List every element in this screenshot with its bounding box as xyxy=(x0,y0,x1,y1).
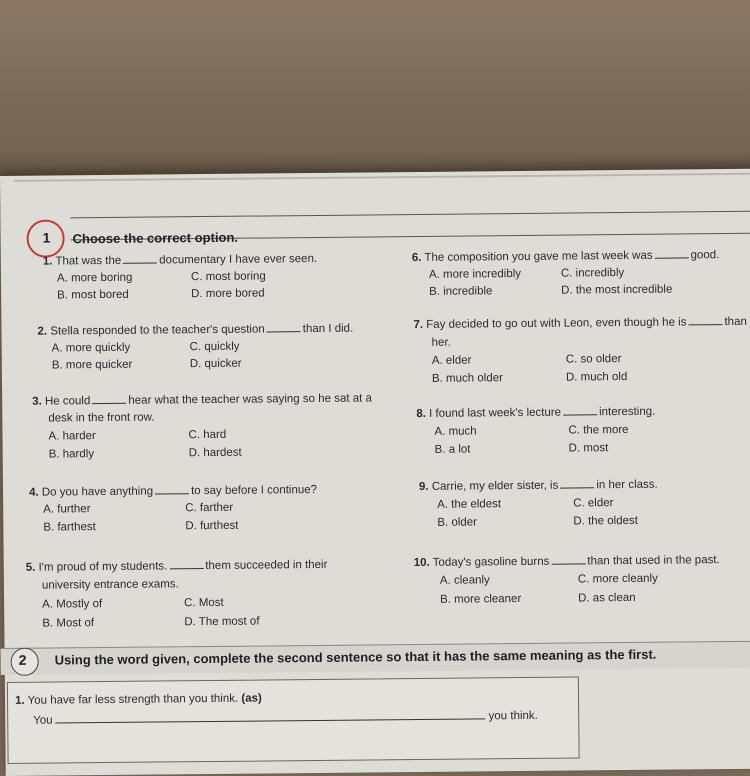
option[interactable]: A. more boring xyxy=(56,271,133,285)
option[interactable]: D. as clean xyxy=(578,591,636,605)
section-2-number: 2 xyxy=(18,651,27,668)
option[interactable]: A. more incredibly xyxy=(428,268,522,281)
page-edge xyxy=(14,173,750,182)
option[interactable]: B. more quicker xyxy=(51,358,133,372)
option[interactable]: D. much old xyxy=(565,370,628,384)
option[interactable]: C. quickly xyxy=(189,340,240,354)
option[interactable]: D. hardest xyxy=(188,446,242,460)
option[interactable]: B. most bored xyxy=(57,288,129,302)
option[interactable]: A. more quickly xyxy=(51,341,131,355)
option[interactable]: C. hard xyxy=(188,428,227,442)
option[interactable]: D. quicker xyxy=(189,357,242,371)
question-5-line-2: university entrance exams. xyxy=(41,578,179,592)
question-5: 5. I'm proud of my students. them succeeded in their xyxy=(25,558,328,574)
question-7: 7. Fay decided to go out with Leon, even though he is than xyxy=(413,315,747,332)
option[interactable]: A. elder xyxy=(431,354,472,367)
option[interactable]: C. farther xyxy=(185,501,234,515)
option[interactable]: C. elder xyxy=(573,497,614,510)
question-10: 10. Today's gasoline burns than that used in the past. xyxy=(413,554,720,570)
option[interactable]: C. Most xyxy=(184,596,224,610)
question-6: 6. The composition you gave me last week was good. xyxy=(411,249,720,265)
option[interactable]: D. The most of xyxy=(184,615,260,629)
section-1-number: 1 xyxy=(42,229,51,246)
option[interactable]: B. incredible xyxy=(429,285,493,298)
option[interactable]: C. the more xyxy=(568,423,629,437)
question-2: 2. Stella responded to the teacher's question than I did. xyxy=(37,322,354,338)
option[interactable]: D. most xyxy=(568,442,609,455)
option[interactable]: C. so older xyxy=(565,353,622,366)
option[interactable]: A. harder xyxy=(48,430,96,443)
option[interactable]: B. Most of xyxy=(42,617,95,630)
option[interactable]: B. hardly xyxy=(48,448,95,461)
option[interactable]: B. older xyxy=(437,516,478,529)
exercise-2-item-1: 1. You have far less strength than you think. (as) xyxy=(14,692,262,707)
option[interactable]: A. Mostly of xyxy=(42,598,103,611)
option[interactable]: B. more cleaner xyxy=(440,593,522,606)
option[interactable]: D. the oldest xyxy=(573,514,638,528)
option[interactable]: B. much older xyxy=(431,372,503,385)
header-top-rule xyxy=(70,211,750,219)
section-1-title: Choose the correct option. xyxy=(72,229,239,247)
option[interactable]: B. a lot xyxy=(434,443,471,456)
option[interactable]: C. most boring xyxy=(190,270,266,284)
option[interactable]: C. more cleanly xyxy=(577,572,658,586)
option[interactable]: B. farthest xyxy=(43,521,96,534)
exercise-2-item-1-answer[interactable]: You you think. xyxy=(33,709,538,727)
option[interactable]: A. much xyxy=(434,425,477,438)
question-3-line-2: desk in the front row. xyxy=(48,411,155,425)
question-3: 3. He could hear what the teacher was saying so he sat at a xyxy=(32,392,372,408)
option[interactable]: A. further xyxy=(43,503,91,516)
section-2-title: Using the word given, complete the second sentence so that it has the same meaning as the first. xyxy=(54,646,657,668)
option[interactable]: D. more bored xyxy=(191,287,265,301)
option[interactable]: A. cleanly xyxy=(439,574,490,587)
question-4: 4. Do you have anything to say before I continue? xyxy=(28,483,318,499)
question-8: 8. I found last week's lecture interesting. xyxy=(416,405,656,421)
option[interactable]: D. the most incredible xyxy=(561,283,673,297)
question-9: 9. Carrie, my elder sister, is in her class. xyxy=(418,478,658,493)
worksheet-page xyxy=(0,168,750,776)
option[interactable]: C. incredibly xyxy=(560,267,625,280)
question-7-line-2: her. xyxy=(431,336,451,349)
question-1: 1. That was the documentary I have ever seen. xyxy=(42,252,318,268)
option[interactable]: D. furthest xyxy=(185,519,239,533)
option[interactable]: A. the eldest xyxy=(437,498,502,511)
